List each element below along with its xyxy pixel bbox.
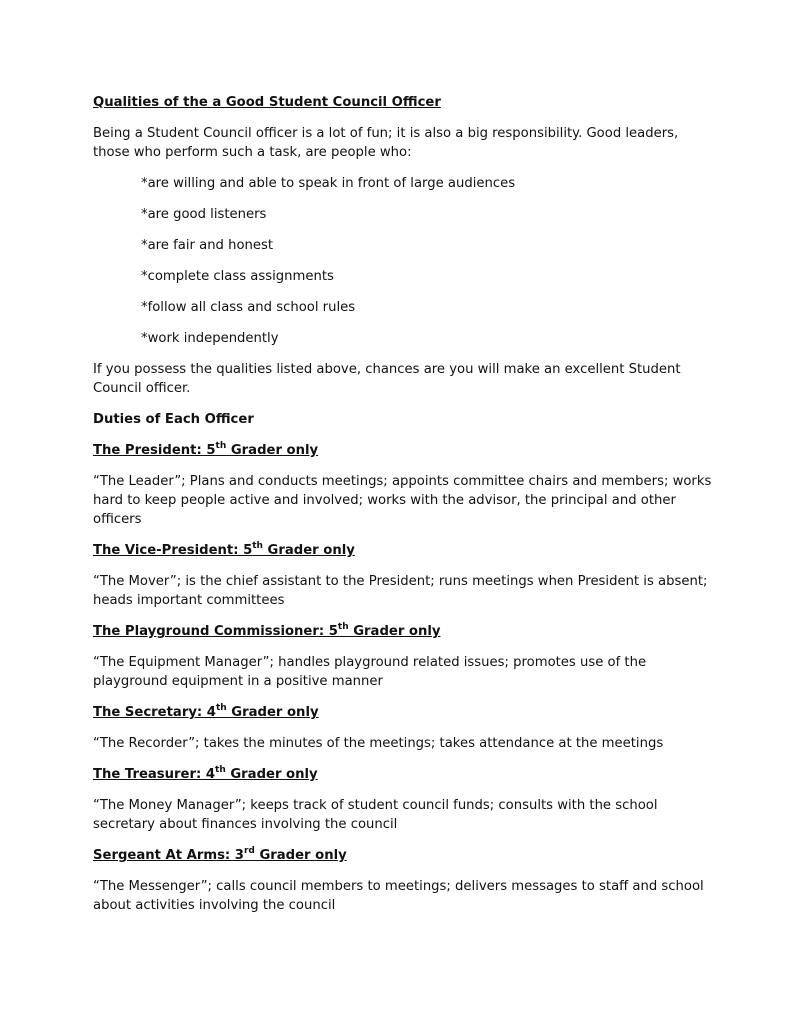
officer-role: The Playground Commissioner: 5 <box>93 624 338 639</box>
grade-ordinal: rd <box>243 845 255 856</box>
officer-role: The President: 5 <box>93 443 216 458</box>
quality-item: *follow all class and school rules <box>141 300 356 315</box>
grade-ordinal: th <box>252 540 263 551</box>
grade-ordinal: th <box>337 621 349 632</box>
officer-section-secretary <box>93 703 713 753</box>
grade-suffix: Grader only <box>225 767 318 782</box>
officer-heading <box>93 622 713 641</box>
officer-section-treasurer <box>93 765 713 834</box>
officer-heading <box>93 441 713 460</box>
officer-role: The Vice-President: 5 <box>93 543 253 558</box>
officer-section-playground-commissioner <box>93 622 713 691</box>
grade-ordinal: th <box>215 764 226 775</box>
grade-suffix: Grader only <box>348 624 441 639</box>
officer-section-president <box>93 441 713 529</box>
quality-item: *are willing and able to speak in front of large audiences <box>141 176 516 191</box>
officer-description: “The Recorder”; takes the minutes of the meetings; takes attendance at the meetings <box>93 736 664 751</box>
document-title: Qualities of the a Good Student Council Officer <box>93 95 441 110</box>
grade-suffix: Grader only <box>226 705 319 720</box>
grade-suffix: Grader only <box>254 848 347 863</box>
document-page <box>93 93 713 927</box>
officer-heading <box>93 541 713 560</box>
conclusion-paragraph: If you possess the qualities listed above, chances are you will make an excellent Student Council officer. <box>93 362 681 396</box>
qualities-list <box>93 174 713 348</box>
officer-description: “The Messenger”; calls council members to meetings; delivers messages to staff and school about activities involving the council <box>93 879 704 913</box>
quality-item: *work independently <box>141 331 279 346</box>
officer-heading <box>93 846 713 865</box>
officer-description: “The Mover”; is the chief assistant to the President; runs meetings when President is absent; heads important committees <box>93 574 708 608</box>
quality-item: *complete class assignments <box>141 269 334 284</box>
grade-suffix: Grader only <box>226 443 319 458</box>
officer-description: “The Equipment Manager”; handles playground related issues; promotes use of the playground equipment in a positive manner <box>93 655 647 689</box>
grade-ordinal: th <box>215 440 227 451</box>
quality-item: *are good listeners <box>141 207 267 222</box>
duties-heading: Duties of Each Officer <box>93 412 254 427</box>
officer-heading <box>93 703 713 722</box>
officer-section-vice-president <box>93 541 713 610</box>
officer-section-sergeant-at-arms <box>93 846 713 915</box>
grade-suffix: Grader only <box>262 543 355 558</box>
officer-heading <box>93 765 713 784</box>
grade-ordinal: th <box>215 702 227 713</box>
officer-role: The Secretary: 4 <box>93 705 216 720</box>
officer-role: The Treasurer: 4 <box>93 767 216 782</box>
officer-description: “The Money Manager”; keeps track of student council funds; consults with the school secretary about finances involving the council <box>93 798 658 832</box>
officer-role: Sergeant At Arms: 3 <box>93 848 244 863</box>
quality-item: *are fair and honest <box>141 238 274 253</box>
intro-paragraph: Being a Student Council officer is a lot of fun; it is also a big responsibility. Good leaders, those who perform such a task, are people who: <box>93 126 679 160</box>
officer-description: “The Leader”; Plans and conducts meetings; appoints committee chairs and members; works hard to keep people active and involved; works with the advisor, the principal and other officers <box>93 474 712 527</box>
